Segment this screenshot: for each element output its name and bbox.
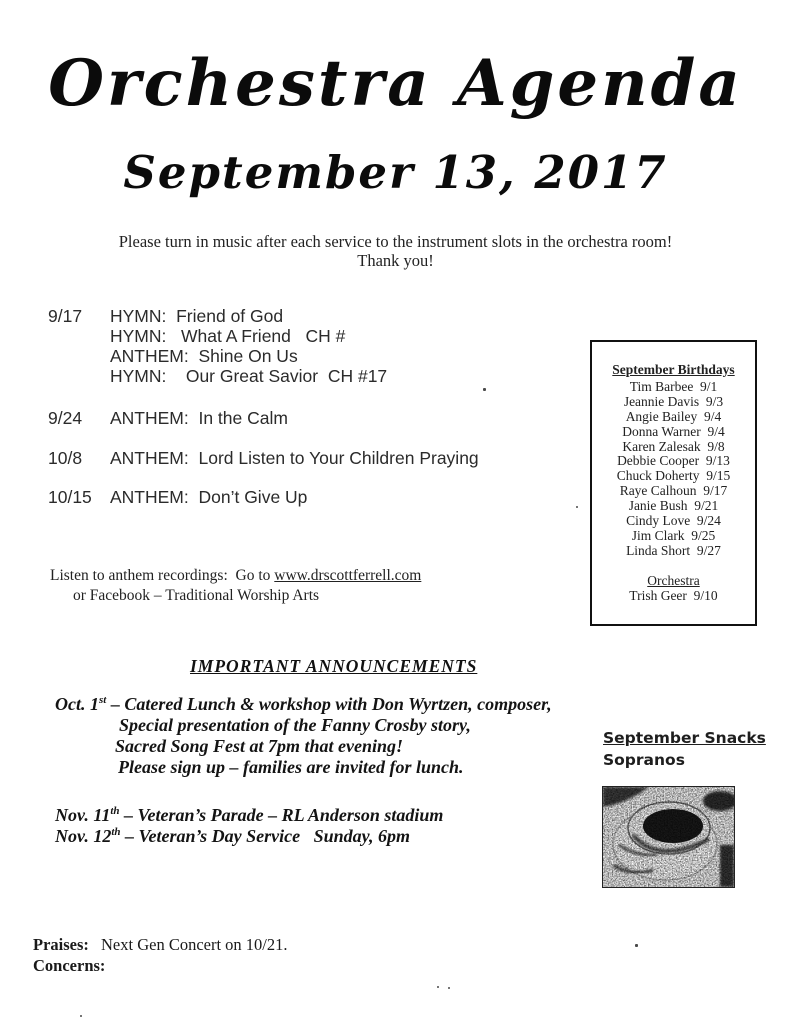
praises-label: Praises: [33, 935, 89, 954]
birthday-entry: Raye Calhoun 9/17 [619, 483, 728, 499]
schedule-item: HYMN: Our Great Savior CH #17 [110, 366, 388, 386]
birthday-entry: Donna Warner 9/4 [622, 423, 725, 439]
schedule-item: HYMN: Friend of God [110, 306, 284, 326]
schedule-item: ANTHEM: Don’t Give Up [110, 487, 308, 507]
schedule-group-10-8 [48, 448, 479, 468]
birthday-entry: Tim Barbee 9/1 [629, 378, 718, 394]
birthday-entry: Chuck Doherty 9/15 [616, 468, 731, 484]
page-title: Orchestra Agenda [48, 46, 743, 121]
scan-speck [437, 986, 439, 988]
ordinal-superscript: th [110, 805, 120, 817]
announcement-text: – Catered Lunch & workshop with Don Wyrtzen, composer, [106, 694, 552, 714]
birthday-entry: Angie Bailey 9/4 [625, 408, 722, 424]
schedule-item: HYMN: What A Friend CH # [110, 326, 346, 346]
recordings-note-line-2: or Facebook – Traditional Worship Arts [73, 587, 320, 604]
scan-speck [635, 944, 638, 947]
recordings-note-prefix: Listen to anthem recordings: Go to [50, 567, 275, 584]
birthdays-spacer [592, 559, 755, 574]
orchestra-subheading: Orchestra [647, 572, 700, 588]
schedule-group-9-17 [48, 306, 387, 386]
announcement-nov-11 [55, 805, 443, 826]
announcement-date: Nov. 12 [55, 826, 112, 846]
announcement-nov-12 [55, 826, 410, 847]
schedule-item: ANTHEM: In the Calm [110, 408, 288, 428]
scan-speck [576, 506, 578, 508]
concerns-label: Concerns: [33, 956, 106, 975]
birthdays-heading: September Birthdays [612, 362, 735, 377]
notice-line-2: Thank you! [357, 251, 434, 270]
announcement-oct-1-line-3: Sacred Song Fest at 7pm that evening! [115, 736, 404, 756]
announcements-heading: IMPORTANT ANNOUNCEMENTS [190, 656, 478, 676]
announcement-text: – Veteran’s Parade – RL Anderson stadium [119, 805, 444, 825]
september-birthdays-box [590, 340, 757, 626]
scan-speck [483, 388, 486, 391]
schedule-group-9-24 [48, 408, 288, 428]
birthday-entry: Cindy Love 9/24 [626, 513, 721, 529]
announcement-oct-1-line-4: Please sign up – families are invited for lunch. [118, 757, 464, 777]
birthday-entry: Karen Zalesak 9/8 [622, 438, 725, 454]
schedule-items [110, 487, 307, 507]
recordings-url-link[interactable]: www.drscottferrell.com [274, 567, 422, 584]
ordinal-superscript: th [111, 826, 121, 838]
birthday-entry: Janie Bush 9/21 [628, 498, 719, 514]
schedule-date: 9/24 [48, 408, 83, 428]
schedule-items [110, 306, 387, 386]
recordings-note-line-1 [50, 567, 421, 585]
announcement-oct-1-line-2: Special presentation of the Fanny Crosby story, [119, 715, 471, 735]
music-return-notice [0, 232, 791, 270]
coffee-cup-photo [602, 786, 735, 888]
schedule-items [110, 448, 479, 468]
snacks-group-name: Sopranos [603, 751, 685, 769]
schedule-item: ANTHEM: Lord Listen to Your Children Praying [110, 448, 479, 468]
birthday-entry: Jim Clark 9/25 [631, 527, 716, 543]
announcement-text: – Veteran’s Day Service Sunday, 6pm [120, 826, 411, 846]
announcement-oct-1-line-1 [55, 694, 552, 715]
schedule-item: ANTHEM: Shine On Us [110, 346, 298, 366]
praises-text: Next Gen Concert on 10/21. [101, 935, 288, 954]
ordinal-superscript: st [99, 694, 107, 706]
birthday-entry: Jeannie Davis 9/3 [623, 393, 724, 409]
page-subtitle: September 13, 2017 [123, 146, 668, 199]
schedule-items [110, 408, 288, 428]
birthday-entry: Debbie Cooper 9/13 [617, 453, 730, 469]
schedule-date: 9/17 [48, 306, 83, 326]
scan-speck [80, 1015, 82, 1017]
schedule-date: 10/8 [48, 448, 83, 468]
birthday-entry: Linda Short 9/27 [626, 542, 721, 558]
scan-speck [448, 987, 450, 989]
announcement-date: Nov. 11 [55, 805, 111, 825]
coffee-cup-illustration [603, 787, 734, 887]
orchestra-birthday-entry: Trish Geer 9/10 [629, 587, 718, 603]
notice-line-1: Please turn in music after each service to the instrument slots in the orchestra room! [118, 232, 673, 251]
announcement-date: Oct. 1 [55, 694, 99, 714]
schedule-group-10-15 [48, 487, 307, 507]
september-snacks-heading: September Snacks [603, 729, 766, 747]
schedule-date: 10/15 [48, 487, 92, 507]
